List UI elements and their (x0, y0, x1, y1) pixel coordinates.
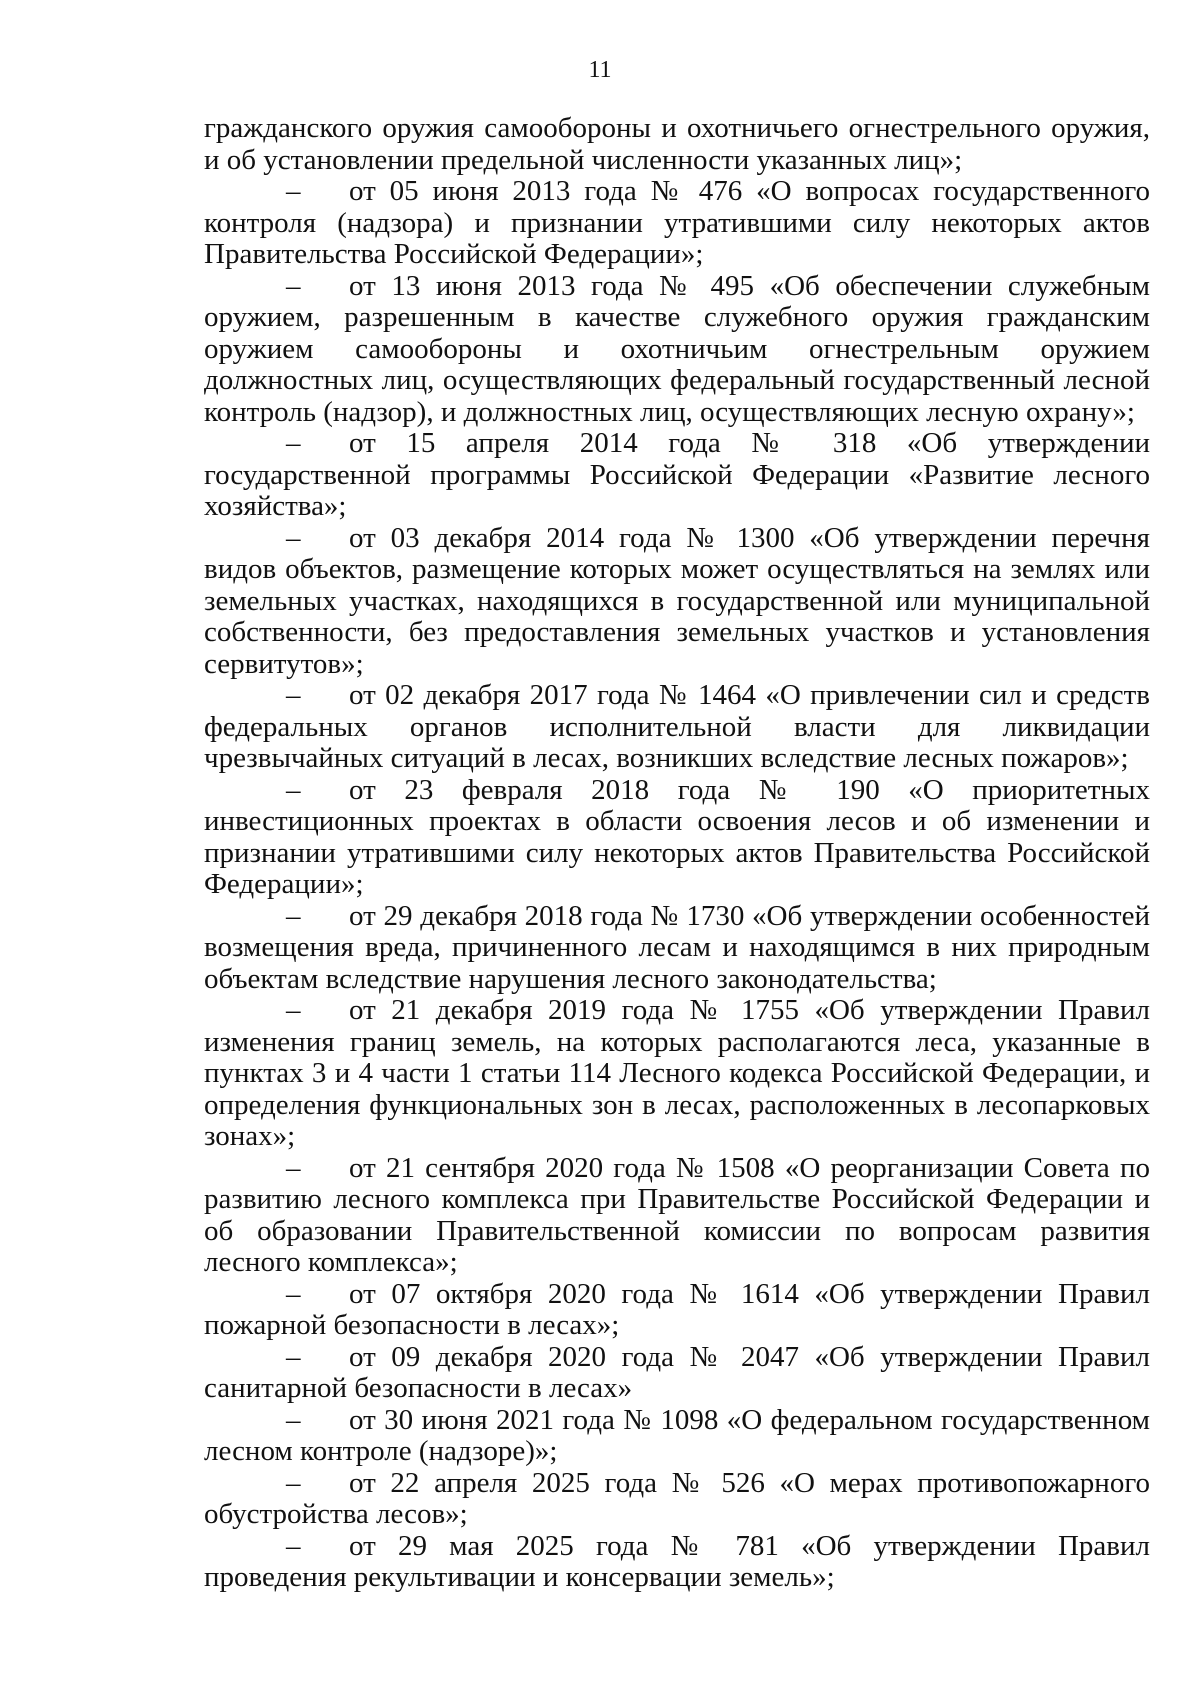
list-dash: – (286, 175, 301, 207)
list-item (204, 523, 1150, 681)
list-item-text: от 23 февраля 2018 года № 190 «О приоритетных инвестиционных проектах в области освоения лесов и об изменении и признании утратившими силу некоторых актов Правительства Российской Федерации»; (204, 773, 1150, 900)
list-item-text: от 21 декабря 2019 года № 1755 «Об утверждении Правил изменения границ земель, на которых располагаются леса, указанные в пунктах 3 и 4 части 1 статьи 114 Лесного кодекса Российской Федерации, и определения функциональных зон в лесах, расположенных в лесопарковых зонах»; (204, 994, 1150, 1152)
list-item-text: от 07 октября 2020 года № 1614 «Об утверждении Правил пожарной безопасности в лесах»; (204, 1277, 1150, 1341)
list-dash: – (286, 427, 301, 459)
list-item (204, 1342, 1150, 1405)
list-item-text: от 02 декабря 2017 года № 1464 «О привлечении сил и средств федеральных органов исполнительной власти для ликвидации чрезвычайных ситуаций в лесах, возникших вследствие лесных пожаров»; (204, 679, 1150, 774)
paragraph-text: гражданского оружия самообороны и охотничьего огнестрельного оружия, и об установлении предельной численности указанных лиц»; (204, 112, 1150, 176)
list-dash: – (286, 1466, 301, 1499)
list-item-text: от 21 сентября 2020 года № 1508 «О реорганизации Совета по развитию лесного комплекса при Правительстве Российской Федерации и об образовании Правительственной комиссии по вопросам развития лесного комплекса»; (204, 1151, 1150, 1278)
list-dash: – (286, 269, 301, 302)
list-dash: – (286, 1277, 301, 1310)
page-number: 11 (588, 57, 612, 83)
list-item (204, 1468, 1150, 1531)
list-item-text: от 29 мая 2025 года № 781 «Об утверждении Правил проведения рекультивации и консервации земель»; (204, 1529, 1150, 1593)
paragraph-continuation (204, 113, 1150, 176)
list-item (204, 1153, 1150, 1279)
list-dash: – (286, 1529, 301, 1562)
list-dash: – (286, 679, 301, 711)
list-item (204, 901, 1150, 996)
list-item-text: от 15 апреля 2014 года № 318 «Об утверждении государственной программы Российской Федерации «Развитие лесного хозяйства»; (204, 427, 1150, 522)
list-item-text: от 30 июня 2021 года № 1098 «О федеральном государственном лесном контроле (надзоре)»; (204, 1403, 1150, 1467)
list-dash: – (286, 994, 301, 1026)
list-item (204, 1279, 1150, 1342)
list-item-text: от 22 апреля 2025 года № 526 «О мерах противопожарного обустройства лесов»; (204, 1466, 1150, 1530)
list-item (204, 176, 1150, 271)
document-body (204, 113, 1150, 1594)
list-item-text: от 03 декабря 2014 года № 1300 «Об утверждении перечня видов объектов, размещение которых может осуществляться на землях или земельных участках, находящихся в государственной или муниципальной собственности, без предоставления земельных участков и установления сервитутов»; (204, 521, 1150, 680)
list-dash: – (286, 899, 301, 932)
list-item (204, 680, 1150, 775)
list-dash: – (286, 1340, 301, 1373)
list-item (204, 1531, 1150, 1594)
list-item (204, 271, 1150, 429)
list-item (204, 428, 1150, 523)
list-dash: – (286, 773, 301, 806)
list-item (204, 995, 1150, 1153)
list-item-text: от 09 декабря 2020 года № 2047 «Об утверждении Правил санитарной безопасности в лесах» (204, 1340, 1150, 1404)
list-item-text: от 05 июня 2013 года № 476 «О вопросах государственного контроля (надзора) и признании утратившими силу некоторых актов Правительства Российской Федерации»; (204, 175, 1150, 270)
list-dash: – (286, 521, 301, 554)
list-dash: – (286, 1403, 301, 1436)
list-item (204, 1405, 1150, 1468)
list-item-text: от 13 июня 2013 года № 495 «Об обеспечении служебным оружием, разрешенным в качестве служебного оружия гражданским оружием самообороны и охотничьим огнестрельным оружием должностных лиц, осуществляющих федеральный государственный лесной контроль (надзор), и должностных лиц, осуществляющих лесную охрану»; (204, 269, 1150, 428)
list-item (204, 775, 1150, 901)
list-dash: – (286, 1151, 301, 1184)
list-item-text: от 29 декабря 2018 года № 1730 «Об утверждении особенностей возмещения вреда, причиненного лесам и находящимся в них природным объектам вследствие нарушения лесного законодательства; (204, 899, 1150, 995)
